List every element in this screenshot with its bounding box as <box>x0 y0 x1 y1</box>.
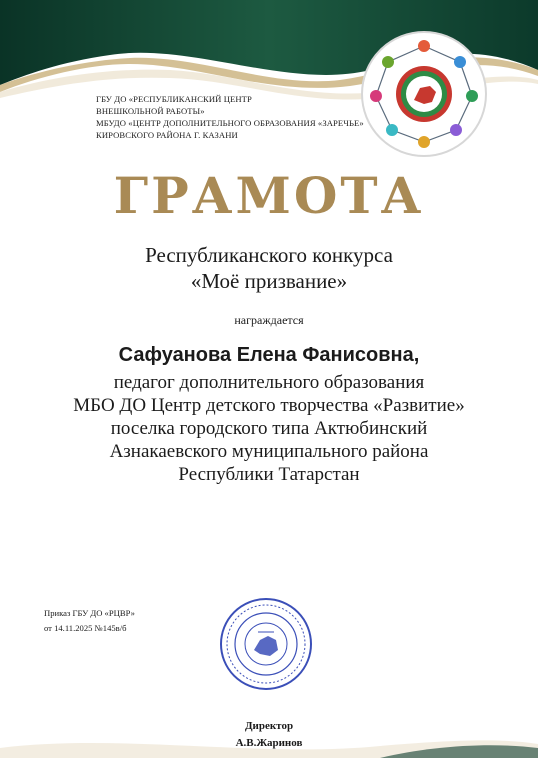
bottom-wave-decoration <box>0 688 538 758</box>
detail-line: Республики Татарстан <box>178 464 360 485</box>
official-stamp <box>218 596 314 692</box>
order-line: Приказ ГБУ ДО «РЦВР» <box>44 608 135 618</box>
organization-line: ВНЕШКОЛЬНОЙ РАБОТЫ» <box>96 106 205 116</box>
order-reference <box>44 606 135 636</box>
detail-line: педагог дополнительного образования <box>113 372 425 393</box>
recipient-name: Сафуанова Елена Фанисовна, <box>118 344 420 366</box>
detail-line: МБО ДО Центр детского творчества «Развитие» <box>73 395 465 416</box>
contest-line: Республиканского конкурса <box>145 243 393 267</box>
certificate-title: ГРАМОТА <box>113 166 425 225</box>
contest-line: «Моё призвание» <box>190 269 348 293</box>
awarded-label: награждается <box>234 313 304 327</box>
detail-line: Азнакаевского муниципального района <box>109 441 429 462</box>
signature-role: Директор <box>244 720 294 732</box>
organization-header <box>96 93 386 141</box>
organization-line: ГБУ ДО «РЕСПУБЛИКАНСКИЙ ЦЕНТР <box>96 94 252 104</box>
detail-line: поселка городского типа Актюбинский <box>110 418 428 439</box>
contest-name <box>0 242 538 294</box>
signature-name: А.В.Жаринов <box>235 737 303 749</box>
organization-line: МБУДО «ЦЕНТР ДОПОЛНИТЕЛЬНОГО ОБРАЗОВАНИЯ «ЗАРЕЧЬЕ» <box>96 118 364 128</box>
organization-line: КИРОВСКОГО РАЙОНА Г. КАЗАНИ <box>96 130 238 140</box>
recipient-details <box>0 371 538 486</box>
order-line: от 14.11.2025 №145в/б <box>44 623 127 633</box>
